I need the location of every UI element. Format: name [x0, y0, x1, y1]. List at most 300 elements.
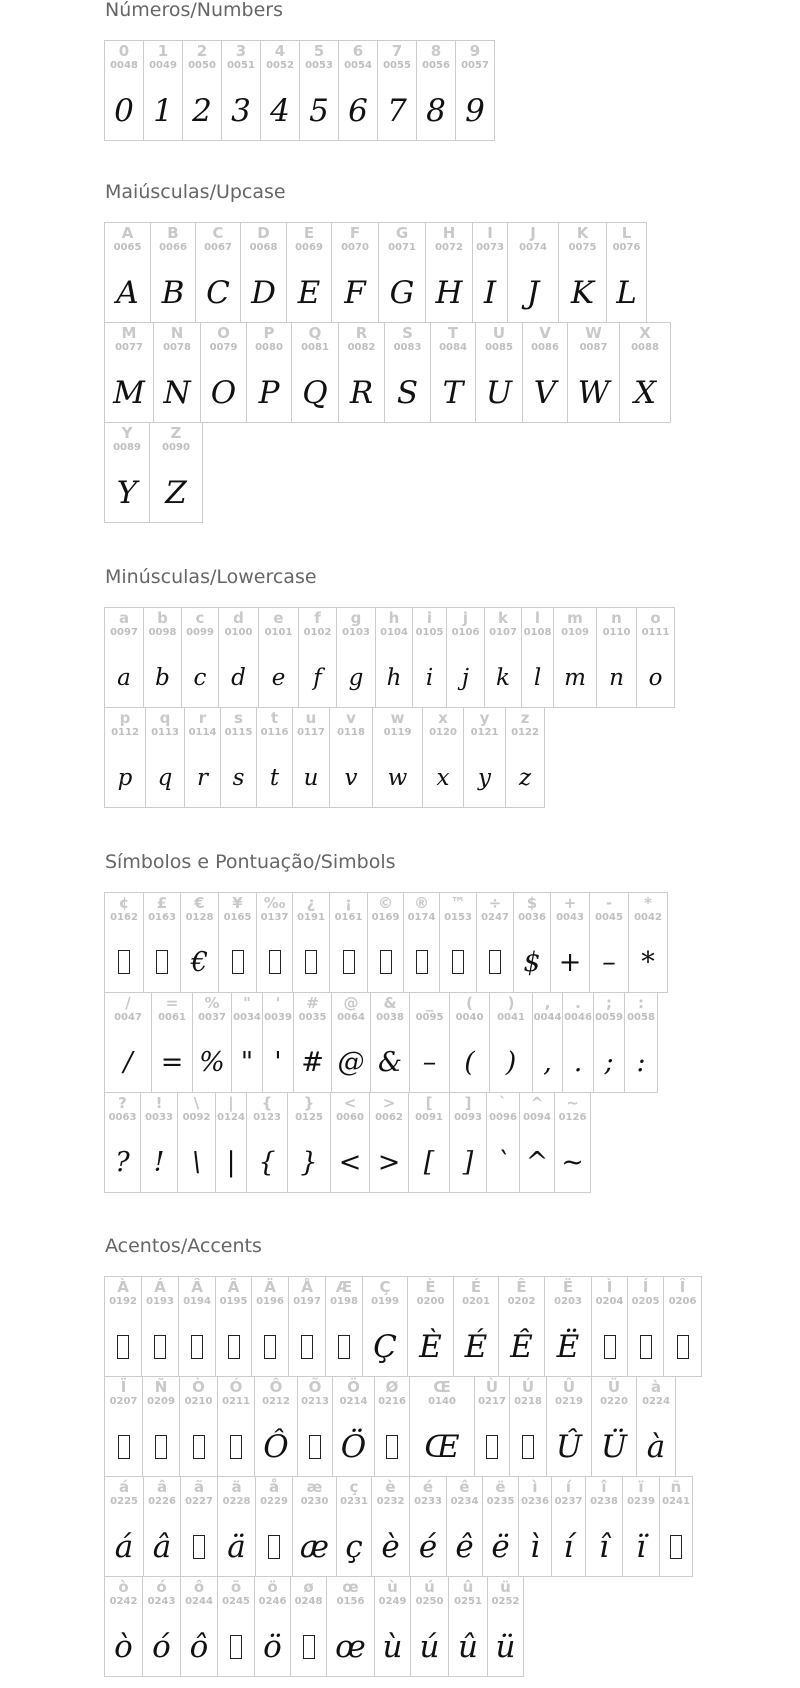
glyph-sample	[218, 1409, 254, 1477]
glyph-cell	[221, 40, 261, 141]
glyph-cell	[326, 1576, 375, 1677]
glyph-cell	[416, 40, 456, 141]
glyph-code: 0140	[428, 1396, 456, 1407]
section-numbers	[105, 0, 795, 141]
glyph-code: 0034	[233, 1012, 261, 1023]
glyph-sample: Œ	[424, 1429, 460, 1465]
glyph-cell	[449, 992, 490, 1093]
missing-glyph-box	[155, 1435, 167, 1459]
glyph-grid	[105, 223, 681, 523]
missing-glyph-box	[522, 1435, 534, 1459]
glyph-label: Ù	[485, 1378, 499, 1396]
glyph-cell	[338, 322, 385, 423]
glyph-cell	[519, 1092, 555, 1193]
glyph-sample: u	[303, 765, 319, 791]
glyph-code: 0095	[415, 1012, 444, 1023]
glyph-cell	[331, 222, 379, 323]
glyph-code: 0068	[249, 242, 278, 253]
glyph-label: O	[217, 324, 230, 342]
glyph-cell	[288, 1276, 326, 1377]
glyph-cell	[370, 992, 410, 1093]
glyph-sample	[144, 925, 180, 993]
missing-glyph-box	[604, 1335, 616, 1359]
glyph-code: 0049	[149, 60, 177, 71]
glyph-cell	[546, 1376, 592, 1477]
glyph-sample: à	[646, 1429, 666, 1465]
glyph-code: 0197	[293, 1296, 321, 1307]
glyph-sample: o	[648, 665, 663, 691]
glyph-code: 0225	[110, 1496, 138, 1507]
glyph-cell	[246, 1092, 288, 1193]
glyph-sample: Q	[302, 375, 328, 411]
glyph-label: ì	[532, 1478, 538, 1496]
glyph-label: î	[601, 1478, 607, 1496]
glyph-label: Ã	[227, 1278, 240, 1296]
glyph-code: 0220	[600, 1396, 628, 1407]
glyph-code: 0245	[222, 1596, 250, 1607]
glyph-code: 0104	[380, 627, 408, 638]
glyph-code: 0066	[159, 242, 187, 253]
glyph-sample: #	[301, 1047, 324, 1078]
glyph-cell	[410, 1576, 449, 1677]
glyph-label: e	[273, 609, 284, 627]
glyph-label: X	[639, 324, 651, 342]
glyph-code: 0247	[481, 912, 509, 923]
glyph-sample: b	[155, 665, 170, 691]
glyph-code: 0120	[429, 727, 457, 738]
glyph-sample: !	[153, 1147, 165, 1178]
glyph-code: 0238	[590, 1496, 618, 1507]
glyph-label: W	[585, 324, 602, 342]
glyph-cell	[446, 607, 485, 708]
glyph-label: ™	[450, 894, 466, 912]
glyph-sample: 7	[387, 93, 407, 129]
glyph-sample	[475, 1409, 509, 1477]
glyph-code: 0056	[422, 60, 450, 71]
missing-glyph-box	[191, 1335, 203, 1359]
glyph-label: f	[314, 609, 321, 627]
glyph-cell	[591, 1276, 628, 1377]
glyph-code: 0042	[634, 912, 662, 923]
glyph-grid	[105, 608, 705, 808]
missing-glyph-box	[193, 1535, 205, 1559]
glyph-label: ç	[349, 1478, 359, 1496]
glyph-cell	[143, 40, 183, 141]
glyph-code: 0053	[305, 60, 333, 71]
glyph-sample: î	[599, 1529, 609, 1565]
glyph-sample	[105, 1409, 142, 1477]
glyph-cell	[425, 222, 473, 323]
glyph-cell	[149, 422, 203, 523]
glyph-cell	[412, 607, 447, 708]
glyph-code: 0229	[260, 1496, 288, 1507]
glyph-cell	[409, 992, 450, 1093]
missing-glyph-box	[489, 950, 501, 974]
glyph-sample	[105, 1309, 141, 1377]
glyph-label: S	[402, 324, 413, 342]
glyph-code: 0048	[110, 60, 138, 71]
glyph-label: Í	[642, 1278, 649, 1296]
glyph-sample: R	[349, 375, 374, 411]
glyph-label: 2	[196, 42, 208, 60]
missing-glyph-box	[486, 1435, 498, 1459]
glyph-cell	[260, 40, 300, 141]
glyph-code: 0228	[222, 1496, 251, 1507]
glyph-label: ¿	[306, 894, 316, 912]
glyph-sample: t	[269, 765, 280, 791]
glyph-code: 0210	[184, 1396, 213, 1407]
glyph-label: :	[638, 994, 644, 1012]
glyph-label: l	[534, 609, 541, 627]
glyph-cell	[104, 1376, 143, 1477]
missing-glyph-box	[416, 950, 428, 974]
glyph-label: i	[426, 609, 433, 627]
glyph-label: Õ	[308, 1378, 322, 1396]
glyph-label: =	[165, 994, 179, 1012]
glyph-cell	[104, 422, 150, 523]
glyph-label: w	[390, 709, 405, 727]
glyph-cell	[448, 1576, 488, 1677]
glyph-sample	[181, 1509, 217, 1577]
glyph-sample: P	[258, 375, 280, 411]
glyph-sample: e	[271, 665, 286, 691]
glyph-code: 0098	[148, 627, 177, 638]
glyph-cell	[218, 607, 259, 708]
glyph-code: 0058	[627, 1012, 655, 1023]
glyph-label: ¥	[232, 894, 243, 912]
missing-glyph-box	[269, 950, 281, 974]
glyph-code: 0206	[668, 1296, 697, 1307]
glyph-code: 0213	[301, 1396, 329, 1407]
glyph-label: Ê	[516, 1278, 527, 1296]
glyph-sample: +	[558, 947, 582, 978]
glyph-label: à	[650, 1378, 662, 1396]
glyph-label: Û	[562, 1378, 576, 1396]
glyph-cell	[513, 892, 551, 993]
glyph-cell	[550, 892, 590, 993]
missing-glyph-box	[117, 1335, 129, 1359]
glyph-code: 0211	[222, 1396, 250, 1407]
glyph-sample: 6	[348, 93, 368, 129]
glyph-cell	[184, 707, 221, 808]
glyph-sample: ô	[189, 1629, 209, 1665]
glyph-cell	[151, 992, 193, 1093]
glyph-cell	[180, 1476, 218, 1577]
glyph-sample: G	[389, 275, 415, 311]
glyph-code: 0087	[579, 342, 608, 353]
glyph-cell	[362, 1276, 408, 1377]
missing-glyph-box	[232, 950, 244, 974]
glyph-sample: ë	[491, 1529, 510, 1565]
glyph-sample: ~	[561, 1147, 584, 1178]
glyph-code: 0216	[378, 1396, 406, 1407]
glyph-cell	[200, 322, 247, 423]
glyph-cell	[374, 1576, 411, 1677]
glyph-label: K	[576, 224, 589, 242]
glyph-label: Ï	[120, 1378, 127, 1396]
glyph-cell	[178, 1276, 216, 1377]
glyph-label: A	[121, 224, 134, 242]
glyph-sample: T	[442, 375, 464, 411]
glyph-code: 0073	[476, 242, 504, 253]
glyph-sample: {	[258, 1147, 276, 1178]
glyph-label: Ì	[606, 1278, 613, 1296]
glyph-label: >	[382, 1094, 396, 1112]
glyph-cell	[409, 1476, 447, 1577]
glyph-cell	[195, 222, 241, 323]
glyph-label: `	[499, 1094, 507, 1112]
glyph-code: 0097	[110, 627, 138, 638]
glyph-code: 0232	[376, 1496, 405, 1507]
glyph-code: 0062	[375, 1112, 403, 1123]
glyph-code: 0214	[339, 1396, 368, 1407]
glyph-code: 0204	[595, 1296, 624, 1307]
glyph-code: 0089	[113, 442, 141, 453]
glyph-label: Ø	[385, 1378, 399, 1396]
glyph-cell	[325, 1276, 363, 1377]
glyph-sample	[143, 1409, 179, 1477]
glyph-sample: $	[523, 947, 541, 978]
glyph-label: Ñ	[154, 1378, 168, 1396]
glyph-cell	[292, 892, 330, 993]
glyph-code: 0128	[185, 912, 214, 923]
glyph-code: 0101	[264, 627, 293, 638]
section-accents	[105, 1234, 795, 1677]
glyph-code: 0051	[227, 60, 255, 71]
glyph-sample: x	[436, 765, 450, 791]
missing-glyph-box	[305, 950, 317, 974]
glyph-code: 0074	[519, 242, 547, 253]
glyph-cell	[551, 1476, 586, 1577]
glyph-label: É	[470, 1278, 482, 1296]
glyph-cell	[330, 1092, 370, 1193]
glyph-label: À	[117, 1278, 129, 1296]
glyph-label: P	[263, 324, 275, 342]
glyph-label: q	[159, 709, 171, 727]
glyph-sample: â	[152, 1529, 172, 1565]
glyph-sample	[105, 925, 143, 993]
glyph-sample	[404, 925, 439, 993]
glyph-sample	[252, 1309, 288, 1377]
glyph-cell	[336, 607, 376, 708]
glyph-label: ù	[387, 1578, 398, 1596]
glyph-code: 0065	[113, 242, 142, 253]
glyph-cell	[143, 1476, 181, 1577]
missing-glyph-box	[230, 1435, 242, 1459]
glyph-cell	[624, 992, 658, 1093]
glyph-sample: ò	[114, 1629, 133, 1665]
glyph-cell	[606, 222, 647, 323]
glyph-code: 0063	[108, 1112, 137, 1123]
glyph-label: 7	[391, 42, 403, 60]
glyph-code: 0191	[297, 912, 325, 923]
glyph-sample	[326, 1309, 362, 1377]
glyph-code: 0199	[371, 1296, 399, 1307]
glyph-label: L	[621, 224, 632, 242]
glyph-label: 3	[235, 42, 247, 60]
glyph-label: &	[383, 994, 397, 1012]
glyph-label: F	[349, 224, 361, 242]
missing-glyph-box	[386, 1435, 398, 1459]
glyph-code: 0156	[336, 1596, 365, 1607]
glyph-sample: V	[533, 375, 557, 411]
glyph-sample: w	[387, 765, 408, 791]
glyph-cell	[446, 1476, 483, 1577]
glyph-sample: –	[602, 947, 616, 978]
glyph-code: 0202	[507, 1296, 536, 1307]
glyph-label: ÷	[488, 894, 502, 912]
glyph-label: D	[257, 224, 270, 242]
glyph-cell	[507, 222, 559, 323]
glyph-sample: z	[518, 765, 532, 791]
glyph-sample: ,	[543, 1047, 552, 1078]
glyph-grid	[105, 1277, 705, 1677]
glyph-sample: "	[240, 1047, 254, 1078]
glyph-label: a	[118, 609, 130, 627]
glyph-code: 0085	[485, 342, 513, 353]
glyph-sample: œ	[335, 1629, 366, 1665]
glyph-sample: I	[483, 275, 497, 311]
glyph-code: 0084	[439, 342, 467, 353]
glyph-cell	[591, 1376, 637, 1477]
glyph-code: 0209	[147, 1396, 175, 1407]
glyph-label: J	[530, 224, 536, 242]
glyph-cell	[338, 40, 378, 141]
glyph-code: 0125	[295, 1112, 323, 1123]
glyph-cell	[177, 1092, 216, 1193]
glyph-code: 0081	[301, 342, 329, 353]
glyph-code: 0161	[334, 912, 363, 923]
glyph-code: 0044	[533, 1012, 562, 1023]
glyph-code: 0119	[383, 727, 412, 738]
glyph-cell	[180, 1576, 218, 1677]
glyph-label: #	[306, 994, 319, 1012]
glyph-sample: –	[422, 1047, 437, 1078]
glyph-code: 0052	[266, 60, 294, 71]
glyph-code: 0057	[461, 60, 489, 71]
glyph-sample: &	[377, 1047, 403, 1078]
glyph-cell	[509, 1376, 547, 1477]
glyph-cell	[291, 322, 339, 423]
glyph-label: "	[243, 994, 251, 1012]
glyph-code: 0219	[555, 1396, 583, 1407]
glyph-label: h	[388, 609, 400, 627]
glyph-sample: ï	[636, 1529, 646, 1565]
glyph-cell	[476, 892, 514, 993]
glyph-cell	[449, 1092, 487, 1193]
glyph-label: ,	[544, 994, 551, 1012]
missing-glyph-box	[118, 1435, 130, 1459]
glyph-label: Ä	[264, 1278, 276, 1296]
glyph-cell	[142, 1576, 181, 1677]
glyph-label: !	[155, 1094, 163, 1112]
section-title: Minúsculas/Lowercase	[105, 566, 317, 588]
glyph-code: 0067	[204, 242, 232, 253]
glyph-cell	[254, 1376, 298, 1477]
glyph-code: 0226	[148, 1496, 176, 1507]
glyph-code: 0079	[209, 342, 238, 353]
glyph-cell	[332, 1376, 375, 1477]
glyph-cell	[286, 222, 332, 323]
glyph-label: Ô	[269, 1378, 283, 1396]
glyph-code: 0246	[258, 1596, 287, 1607]
glyph-cell	[145, 707, 185, 808]
glyph-label: -	[605, 894, 613, 912]
glyph-sample: q	[157, 765, 173, 791]
section-title: Maiúsculas/Upcase	[105, 181, 286, 203]
glyph-sample: >	[377, 1147, 401, 1178]
glyph-cell	[104, 892, 144, 993]
glyph-cell	[150, 222, 196, 323]
glyph-code: 0201	[462, 1296, 490, 1307]
glyph-cell	[371, 1476, 410, 1577]
glyph-label: ô	[193, 1578, 205, 1596]
glyph-sample: N	[163, 375, 191, 411]
glyph-label: å	[268, 1478, 280, 1496]
glyph-cell	[562, 992, 594, 1093]
glyph-code: 0153	[444, 912, 472, 923]
glyph-sample	[142, 1309, 178, 1377]
glyph-code: 0076	[612, 242, 641, 253]
glyph-code: 0218	[514, 1396, 542, 1407]
section-title: Números/Numbers	[105, 0, 283, 21]
glyph-sample: }	[300, 1147, 318, 1178]
glyph-code: 0045	[595, 912, 623, 923]
glyph-cell	[567, 322, 620, 423]
glyph-sample: c	[193, 665, 207, 691]
glyph-label: ~	[566, 1094, 579, 1112]
glyph-code: 0075	[568, 242, 597, 253]
glyph-code: 0169	[371, 912, 400, 923]
glyph-cell	[463, 707, 506, 808]
missing-glyph-box	[193, 1435, 205, 1459]
glyph-cell	[472, 222, 508, 323]
glyph-sample: Ê	[510, 1329, 533, 1365]
glyph-code: 0043	[556, 912, 584, 923]
glyph-code: 0117	[297, 727, 325, 738]
glyph-code: 0242	[109, 1596, 138, 1607]
glyph-label: ¡	[345, 894, 352, 912]
glyph-label: Å	[301, 1278, 313, 1296]
glyph-label: ®	[414, 894, 429, 912]
glyph-label: {	[261, 1094, 273, 1112]
glyph-cell	[217, 1476, 256, 1577]
glyph-cell	[367, 892, 404, 993]
glyph-code: 0078	[163, 342, 191, 353]
glyph-cell	[486, 1092, 520, 1193]
glyph-label: N	[170, 324, 184, 342]
glyph-code: 0123	[253, 1112, 281, 1123]
glyph-cell	[408, 1092, 450, 1193]
glyph-label: V	[539, 324, 551, 342]
glyph-cell	[553, 607, 597, 708]
glyph-sample: 4	[270, 93, 290, 129]
missing-glyph-box	[228, 1335, 240, 1359]
glyph-sample: %	[199, 1047, 225, 1078]
glyph-code: 0070	[341, 242, 369, 253]
missing-glyph-box	[677, 1335, 689, 1359]
section-symbols	[105, 850, 795, 1193]
glyph-sample: 5	[309, 93, 329, 129]
glyph-code: 0103	[342, 627, 370, 638]
glyph-label: (	[466, 994, 473, 1012]
glyph-label: ë	[495, 1478, 506, 1496]
glyph-label: E	[303, 224, 315, 242]
glyph-label: 1	[157, 42, 169, 60]
glyph-code: 0195	[219, 1296, 248, 1307]
glyph-sample: O	[210, 375, 237, 411]
glyph-label: .	[575, 994, 581, 1012]
